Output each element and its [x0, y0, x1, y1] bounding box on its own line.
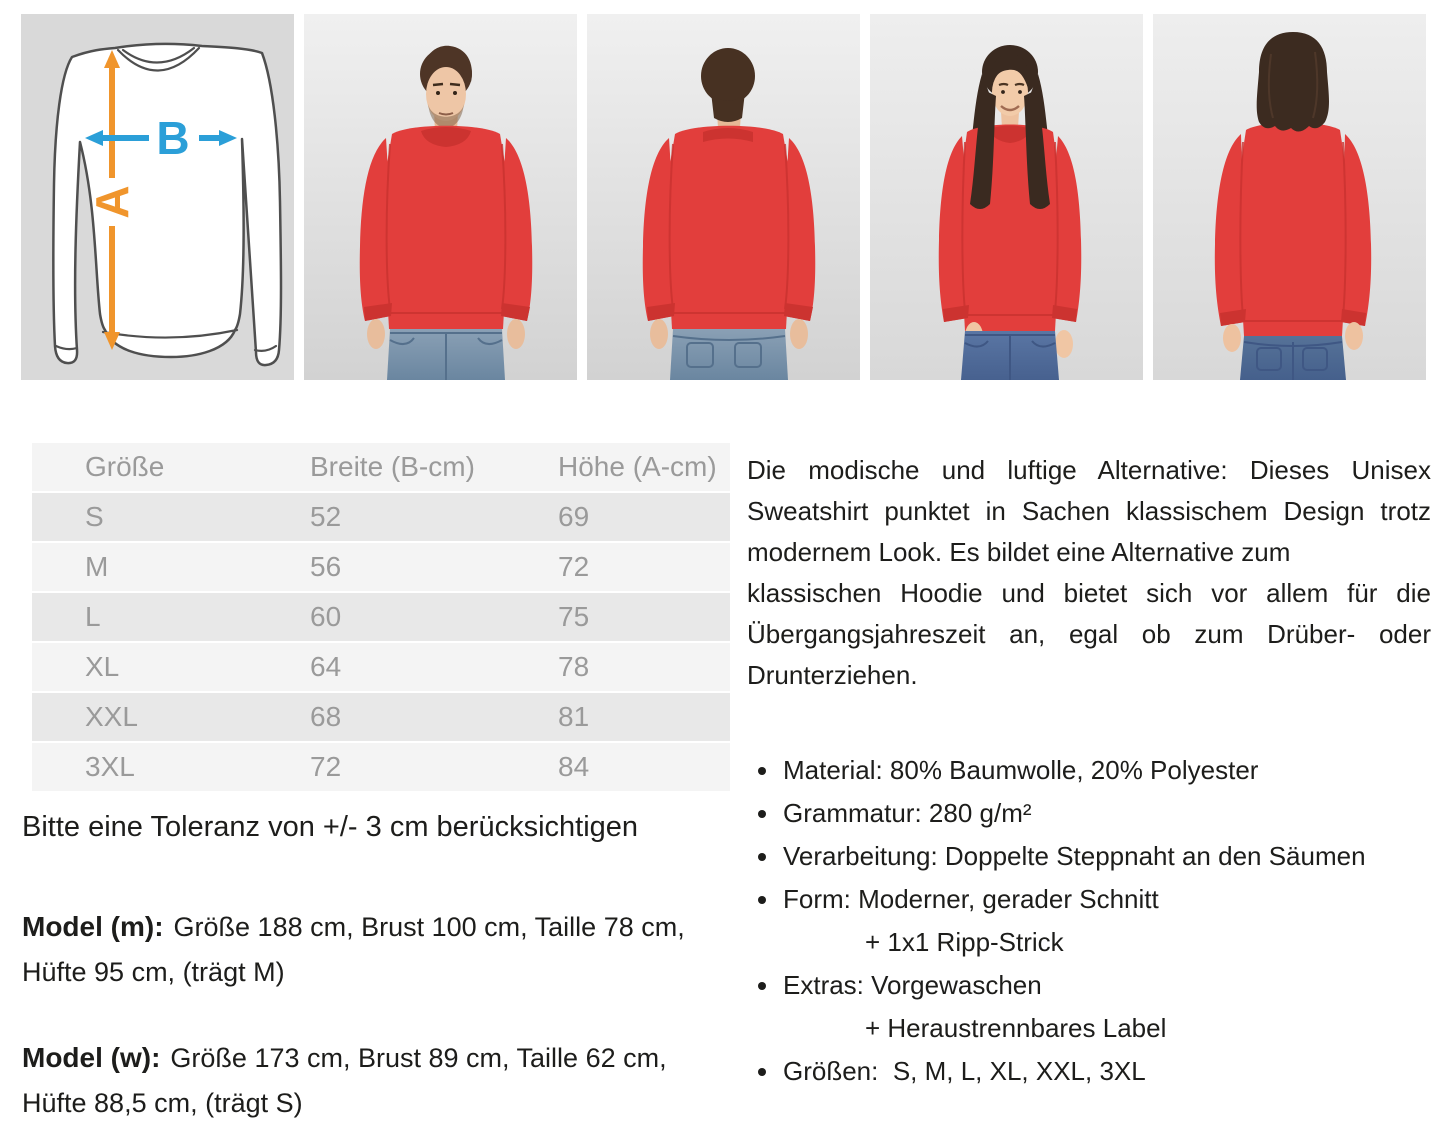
- tolerance-note: Bitte eine Toleranz von +/- 3 cm berücksichtigen: [22, 811, 639, 843]
- male-front-photo: [304, 14, 577, 380]
- size-table-cell: XL: [32, 642, 257, 692]
- size-table-row: [32, 692, 730, 742]
- feature-list: [747, 749, 1431, 1093]
- model-m-details: Größe 188 cm, Brust 100 cm, Taille 78 cm,: [173, 912, 685, 942]
- model-w-info: [22, 1035, 742, 1126]
- label-b: B: [156, 112, 190, 164]
- size-table-cell: 81: [505, 692, 730, 742]
- size-table-cell: L: [32, 592, 257, 642]
- feature-item: [747, 835, 1431, 878]
- feature-extra-line: + 1x1 Ripp-Strick: [865, 927, 1064, 957]
- feature-item: [747, 964, 1431, 1050]
- model-m-label: Model (m):: [22, 911, 164, 942]
- feature-item: [747, 749, 1431, 792]
- description-line: klassischen Hoodie und bietet sich vor allem für die: [747, 578, 1431, 608]
- feature-item: [747, 792, 1431, 835]
- feature-text: Größen: S, M, L, XL, XXL, 3XL: [783, 1056, 1146, 1086]
- description-line: modernem Look. Es bildet eine Alternative zum: [747, 537, 1291, 567]
- description-line: Die modische und luftige Alternative: Dieses Unisex: [747, 455, 1431, 485]
- product-image-gallery: [21, 14, 1426, 380]
- size-table-cell: 52: [257, 492, 505, 542]
- size-table-row: [32, 742, 730, 792]
- model-w-line2: Hüfte 88,5 cm, (trägt S): [22, 1088, 303, 1118]
- female-front-photo: [870, 14, 1143, 380]
- product-description: [747, 450, 1431, 696]
- size-table-column-header: Höhe (A-cm): [505, 443, 730, 492]
- male-back-photo: [587, 14, 860, 380]
- model-m-line2: Hüfte 95 cm, (trägt M): [22, 957, 285, 987]
- feature-text: Extras: Vorgewaschen: [783, 970, 1042, 1000]
- model-m-info: [22, 904, 742, 995]
- size-table-row: [32, 492, 730, 542]
- size-table-column-header: Größe: [32, 443, 257, 492]
- female-back-photo: [1153, 14, 1426, 380]
- product-photo-male-back: [587, 14, 860, 380]
- feature-text: Grammatur: 280 g/m²: [783, 798, 1032, 828]
- size-table-cell: XXL: [32, 692, 257, 742]
- size-info-column: [20, 443, 742, 1126]
- size-table-cell: M: [32, 542, 257, 592]
- feature-item: [747, 1050, 1431, 1093]
- sweatshirt-measure-diagram-icon: [21, 14, 294, 380]
- size-table-row: [32, 642, 730, 692]
- label-a: A: [86, 185, 138, 219]
- size-table-cell: 60: [257, 592, 505, 642]
- feature-item: [747, 878, 1431, 964]
- size-table-cell: 56: [257, 542, 505, 592]
- size-table-header-row: [32, 443, 730, 492]
- model-w-details: Größe 173 cm, Brust 89 cm, Taille 62 cm,: [170, 1043, 667, 1073]
- feature-extra-line: + Heraustrennbares Label: [865, 1013, 1167, 1043]
- description-line: Sweatshirt punktet in Sachen klassischem Design trotz: [747, 496, 1431, 526]
- size-table-cell: 84: [505, 742, 730, 792]
- model-w-line1: [22, 1035, 742, 1081]
- size-table-row: [32, 592, 730, 642]
- product-photo-male-front: [304, 14, 577, 380]
- size-table-cell: 78: [505, 642, 730, 692]
- size-table-row: [32, 542, 730, 592]
- size-table-cell: 72: [505, 542, 730, 592]
- model-w-label: Model (w):: [22, 1042, 161, 1073]
- description-line: Drunterziehen.: [747, 660, 918, 690]
- feature-text: Verarbeitung: Doppelte Steppnaht an den Säumen: [783, 841, 1366, 871]
- feature-text: Form: Moderner, gerader Schnitt: [783, 884, 1159, 914]
- size-table: [32, 443, 730, 793]
- model-m-line1: [22, 904, 742, 950]
- size-table-column-header: Breite (B-cm): [257, 443, 505, 492]
- description-line: Übergangsjahreszeit an, egal ob zum Drüber- oder: [747, 619, 1431, 649]
- size-table-cell: 3XL: [32, 742, 257, 792]
- size-table-cell: 69: [505, 492, 730, 542]
- feature-text: Material: 80% Baumwolle, 20% Polyester: [783, 755, 1259, 785]
- product-photo-female-front: [870, 14, 1143, 380]
- size-diagram-image: [21, 14, 294, 380]
- size-table-cell: 72: [257, 742, 505, 792]
- size-table-body: [32, 492, 730, 792]
- size-table-cell: 68: [257, 692, 505, 742]
- description-column: [747, 450, 1431, 1093]
- size-table-cell: S: [32, 492, 257, 542]
- size-table-cell: 75: [505, 592, 730, 642]
- product-photo-female-back: [1153, 14, 1426, 380]
- size-table-cell: 64: [257, 642, 505, 692]
